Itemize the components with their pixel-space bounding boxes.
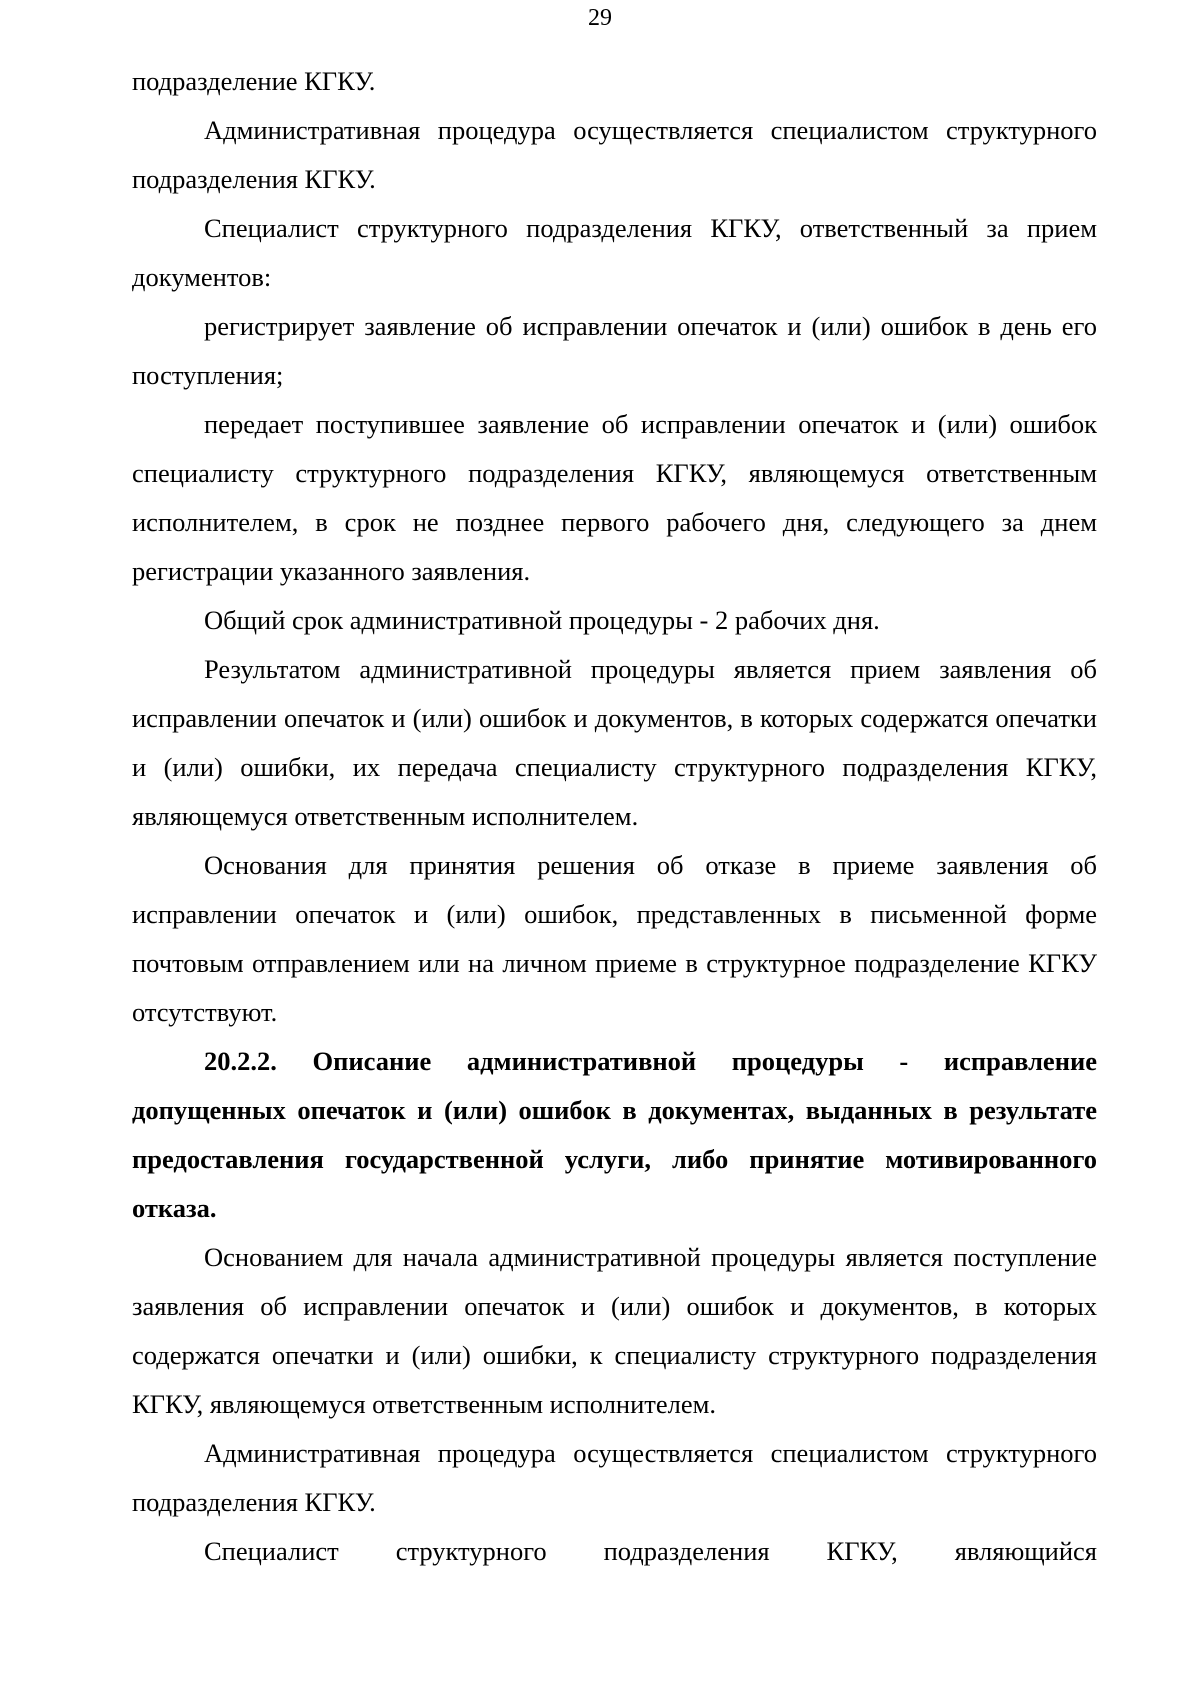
paragraph: Административная процедура осуществляется специалистом структурного подразделения КГКУ. [132,1438,1097,1517]
document-body [132,57,1097,1576]
paragraph: Общий срок административной процедуры - 2 рабочих дня. [204,605,880,635]
paragraph: Специалист структурного подразделения КГКУ, ответственный за прием документов: [132,213,1097,292]
section-heading: 20.2.2. Описание административной процедуры - исправление допущенных опечаток и (или) ошибок в документах, выданных в результате предоставления государственной услуги, либо принятие мотивированного отказа. [132,1046,1097,1223]
paragraph: регистрирует заявление об исправлении опечаток и (или) ошибок в день его поступления; [132,311,1097,390]
paragraph: Основанием для начала административной процедуры является поступление заявления об исправлении опечаток и (или) ошибок и документов, в которых содержатся опечатки и (или) ошибки, к специалисту структурного подразделения КГКУ, являющемуся ответственным исполнителем. [132,1242,1097,1419]
page-number: 29 [588,5,612,31]
paragraph: подразделение КГКУ. [132,66,376,96]
paragraph: передает поступившее заявление об исправлении опечаток и (или) ошибок специалисту структурного подразделения КГКУ, являющемуся ответственным исполнителем, в срок не позднее первого рабочего дня, следующего за днем регистрации указанного заявления. [132,409,1097,586]
paragraph: Результатом административной процедуры является прием заявления об исправлении опечаток и (или) ошибок и документов, в которых содержатся опечатки и (или) ошибки, их передача специалисту структурного подразделения КГКУ, являющемуся ответственным исполнителем. [132,654,1097,831]
paragraph: Административная процедура осуществляется специалистом структурного подразделения КГКУ. [132,115,1097,194]
paragraph: Специалист структурного подразделения КГКУ, являющийся [204,1536,1097,1566]
paragraph: Основания для принятия решения об отказе в приеме заявления об исправлении опечаток и (или) ошибок, представленных в письменной форме почтовым отправлением или на личном приеме в структурное подразделение КГКУ отсутствуют. [132,850,1097,1027]
